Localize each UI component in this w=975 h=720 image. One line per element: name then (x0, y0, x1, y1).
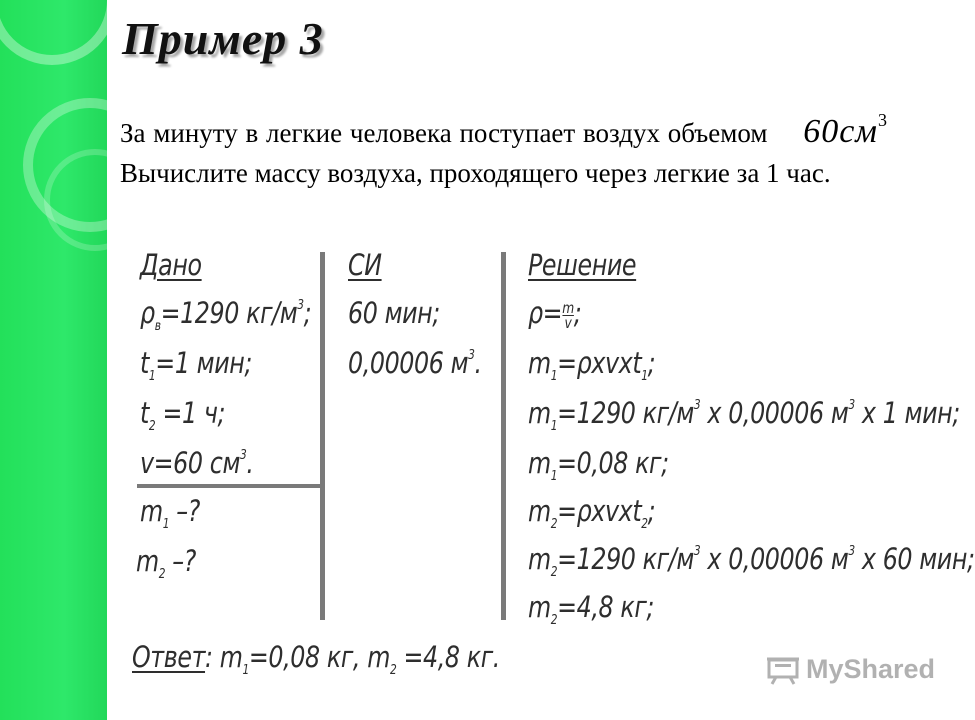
solution-m1-calc: $m_1=1290$ $кг/м^3$ x 0,00006 $м^3$ x 1 мин; (528, 396, 960, 434)
solution-m2-result: $m_2=4,8$ кг; (528, 590, 655, 628)
given-t1: $t_1=1$ мин; (140, 346, 253, 384)
solution-header: Решение (528, 248, 637, 282)
problem-end: Вычислите массу воздуха, проходящего через легкие за 1 час. (120, 158, 831, 188)
given-density: $\rho_в=1290$ $кг/м^3$; (140, 296, 312, 334)
given-m2: $m_2$ –? (136, 544, 196, 582)
given-volume: v=60 $см^3$. (140, 446, 254, 480)
formula-numerator: m (562, 298, 574, 317)
solution-density-formula: ρ= $\frac{m}{v}$ ; (528, 296, 582, 332)
green-sidebar (0, 0, 107, 720)
si-volume: 0,00006 $м^3$. (348, 346, 482, 380)
watermark-board-icon (766, 655, 800, 685)
answer-label: Ответ (132, 640, 206, 674)
watermark-text: MyShared (806, 654, 936, 684)
solution-m1-result: $m_1=0,08$ кг; (528, 446, 669, 484)
given-header: Дано (140, 248, 202, 282)
problem-start: За минуту в легкие человека поступает воздух объемом (120, 118, 768, 148)
answer-line: Ответ: $m_1=0,08$ кг, $m_2 =4,8$ кг. (132, 640, 500, 678)
given-t2: $t_2 =1$ ч; (140, 396, 226, 434)
si-header: СИ (348, 248, 382, 282)
volume-formula (775, 100, 916, 152)
divider-given (320, 252, 325, 620)
decorative-circles (0, 0, 107, 720)
given-m1: $m_1$ –? (140, 494, 200, 532)
solution-m2-calc: $m_2=1290$ $кг/м^3$ x 0,00006 $м^3$ x 60 мин; (528, 542, 975, 580)
solution-m2-formula: $m_2=\rho xvxt_2$; (528, 494, 656, 532)
formula-denominator: v (564, 313, 572, 332)
solution-m1-formula: $m_1=\rho xvxt_1$; (528, 346, 656, 384)
watermark-logo (766, 654, 935, 685)
si-time: 60 мин; (348, 296, 440, 330)
slide-title: Пример 3 (122, 13, 324, 64)
volume-exponent: 3 (878, 110, 888, 130)
divider-solution (501, 252, 506, 620)
problem-text (120, 100, 916, 193)
divider-given-underline (137, 484, 325, 488)
volume-value: 60см (803, 113, 878, 150)
